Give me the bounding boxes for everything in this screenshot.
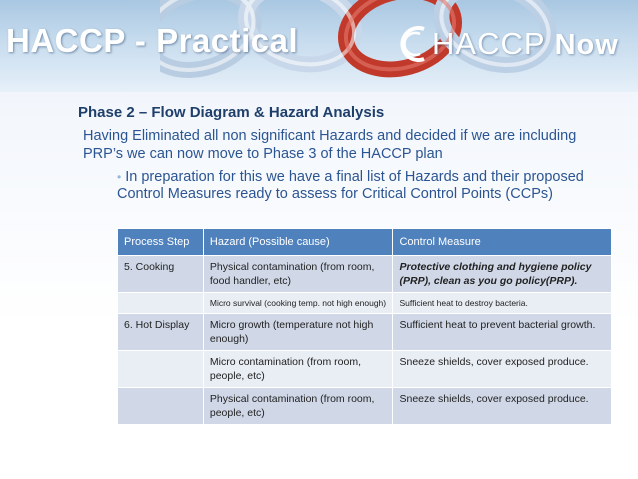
cell-hazard: Micro growth (temperature not high enough) bbox=[203, 314, 393, 351]
bullet-text: In preparation for this we have a final list of Hazards and their proposed Control Measures ready to assess for Critical Control Points (CCPs) bbox=[117, 169, 584, 202]
table-row bbox=[118, 351, 612, 388]
header-banner bbox=[0, 0, 638, 92]
cell-step: 6. Hot Display bbox=[118, 314, 204, 351]
cell-step bbox=[118, 293, 204, 314]
header-hazard: Hazard (Possible cause) bbox=[203, 229, 393, 256]
logo-main-text: HACCP bbox=[432, 26, 545, 61]
cell-step bbox=[118, 351, 204, 388]
logo-arc-icon bbox=[398, 25, 432, 63]
table-row bbox=[118, 314, 612, 351]
cell-control: Sneeze shields, cover exposed produce. bbox=[393, 388, 612, 425]
intro-paragraph: Having Eliminated all non significant Hazards and decided if we are including PRP’s we can now move to Phase 3 of the HACCP plan bbox=[83, 128, 577, 162]
logo-suffix-text: Now bbox=[554, 29, 619, 61]
table-row bbox=[118, 256, 612, 293]
cell-hazard: Physical contamination (from room, food handler, etc) bbox=[203, 256, 393, 293]
header-process-step: Process Step bbox=[118, 229, 204, 256]
cell-control: Sufficient heat to destroy bacteria. bbox=[393, 293, 612, 314]
table-header-row bbox=[118, 229, 612, 256]
table-row bbox=[118, 293, 612, 314]
cell-step bbox=[118, 388, 204, 425]
cell-control: Sneeze shields, cover exposed produce. bbox=[393, 351, 612, 388]
bullet-paragraph bbox=[117, 169, 587, 203]
cell-step: 5. Cooking bbox=[118, 256, 204, 293]
cell-hazard: Micro survival (cooking temp. not high enough) bbox=[203, 293, 393, 314]
bullet-marker: • bbox=[117, 170, 122, 184]
logo-text bbox=[432, 26, 619, 62]
header-control-measure: Control Measure bbox=[393, 229, 612, 256]
hazard-table bbox=[117, 228, 612, 425]
cell-hazard: Micro contamination (from room, people, etc) bbox=[203, 351, 393, 388]
cell-control: Protective clothing and hygiene policy (PRP), clean as you go policy(PRP). bbox=[393, 256, 612, 293]
cell-hazard: Physical contamination (from room, people, etc) bbox=[203, 388, 393, 425]
cell-control: Sufficient heat to prevent bacterial growth. bbox=[393, 314, 612, 351]
table-row bbox=[118, 388, 612, 425]
slide-title: HACCP - Practical bbox=[6, 22, 299, 59]
section-subtitle: Phase 2 – Flow Diagram & Hazard Analysis bbox=[78, 104, 385, 121]
haccp-now-logo bbox=[398, 25, 619, 63]
